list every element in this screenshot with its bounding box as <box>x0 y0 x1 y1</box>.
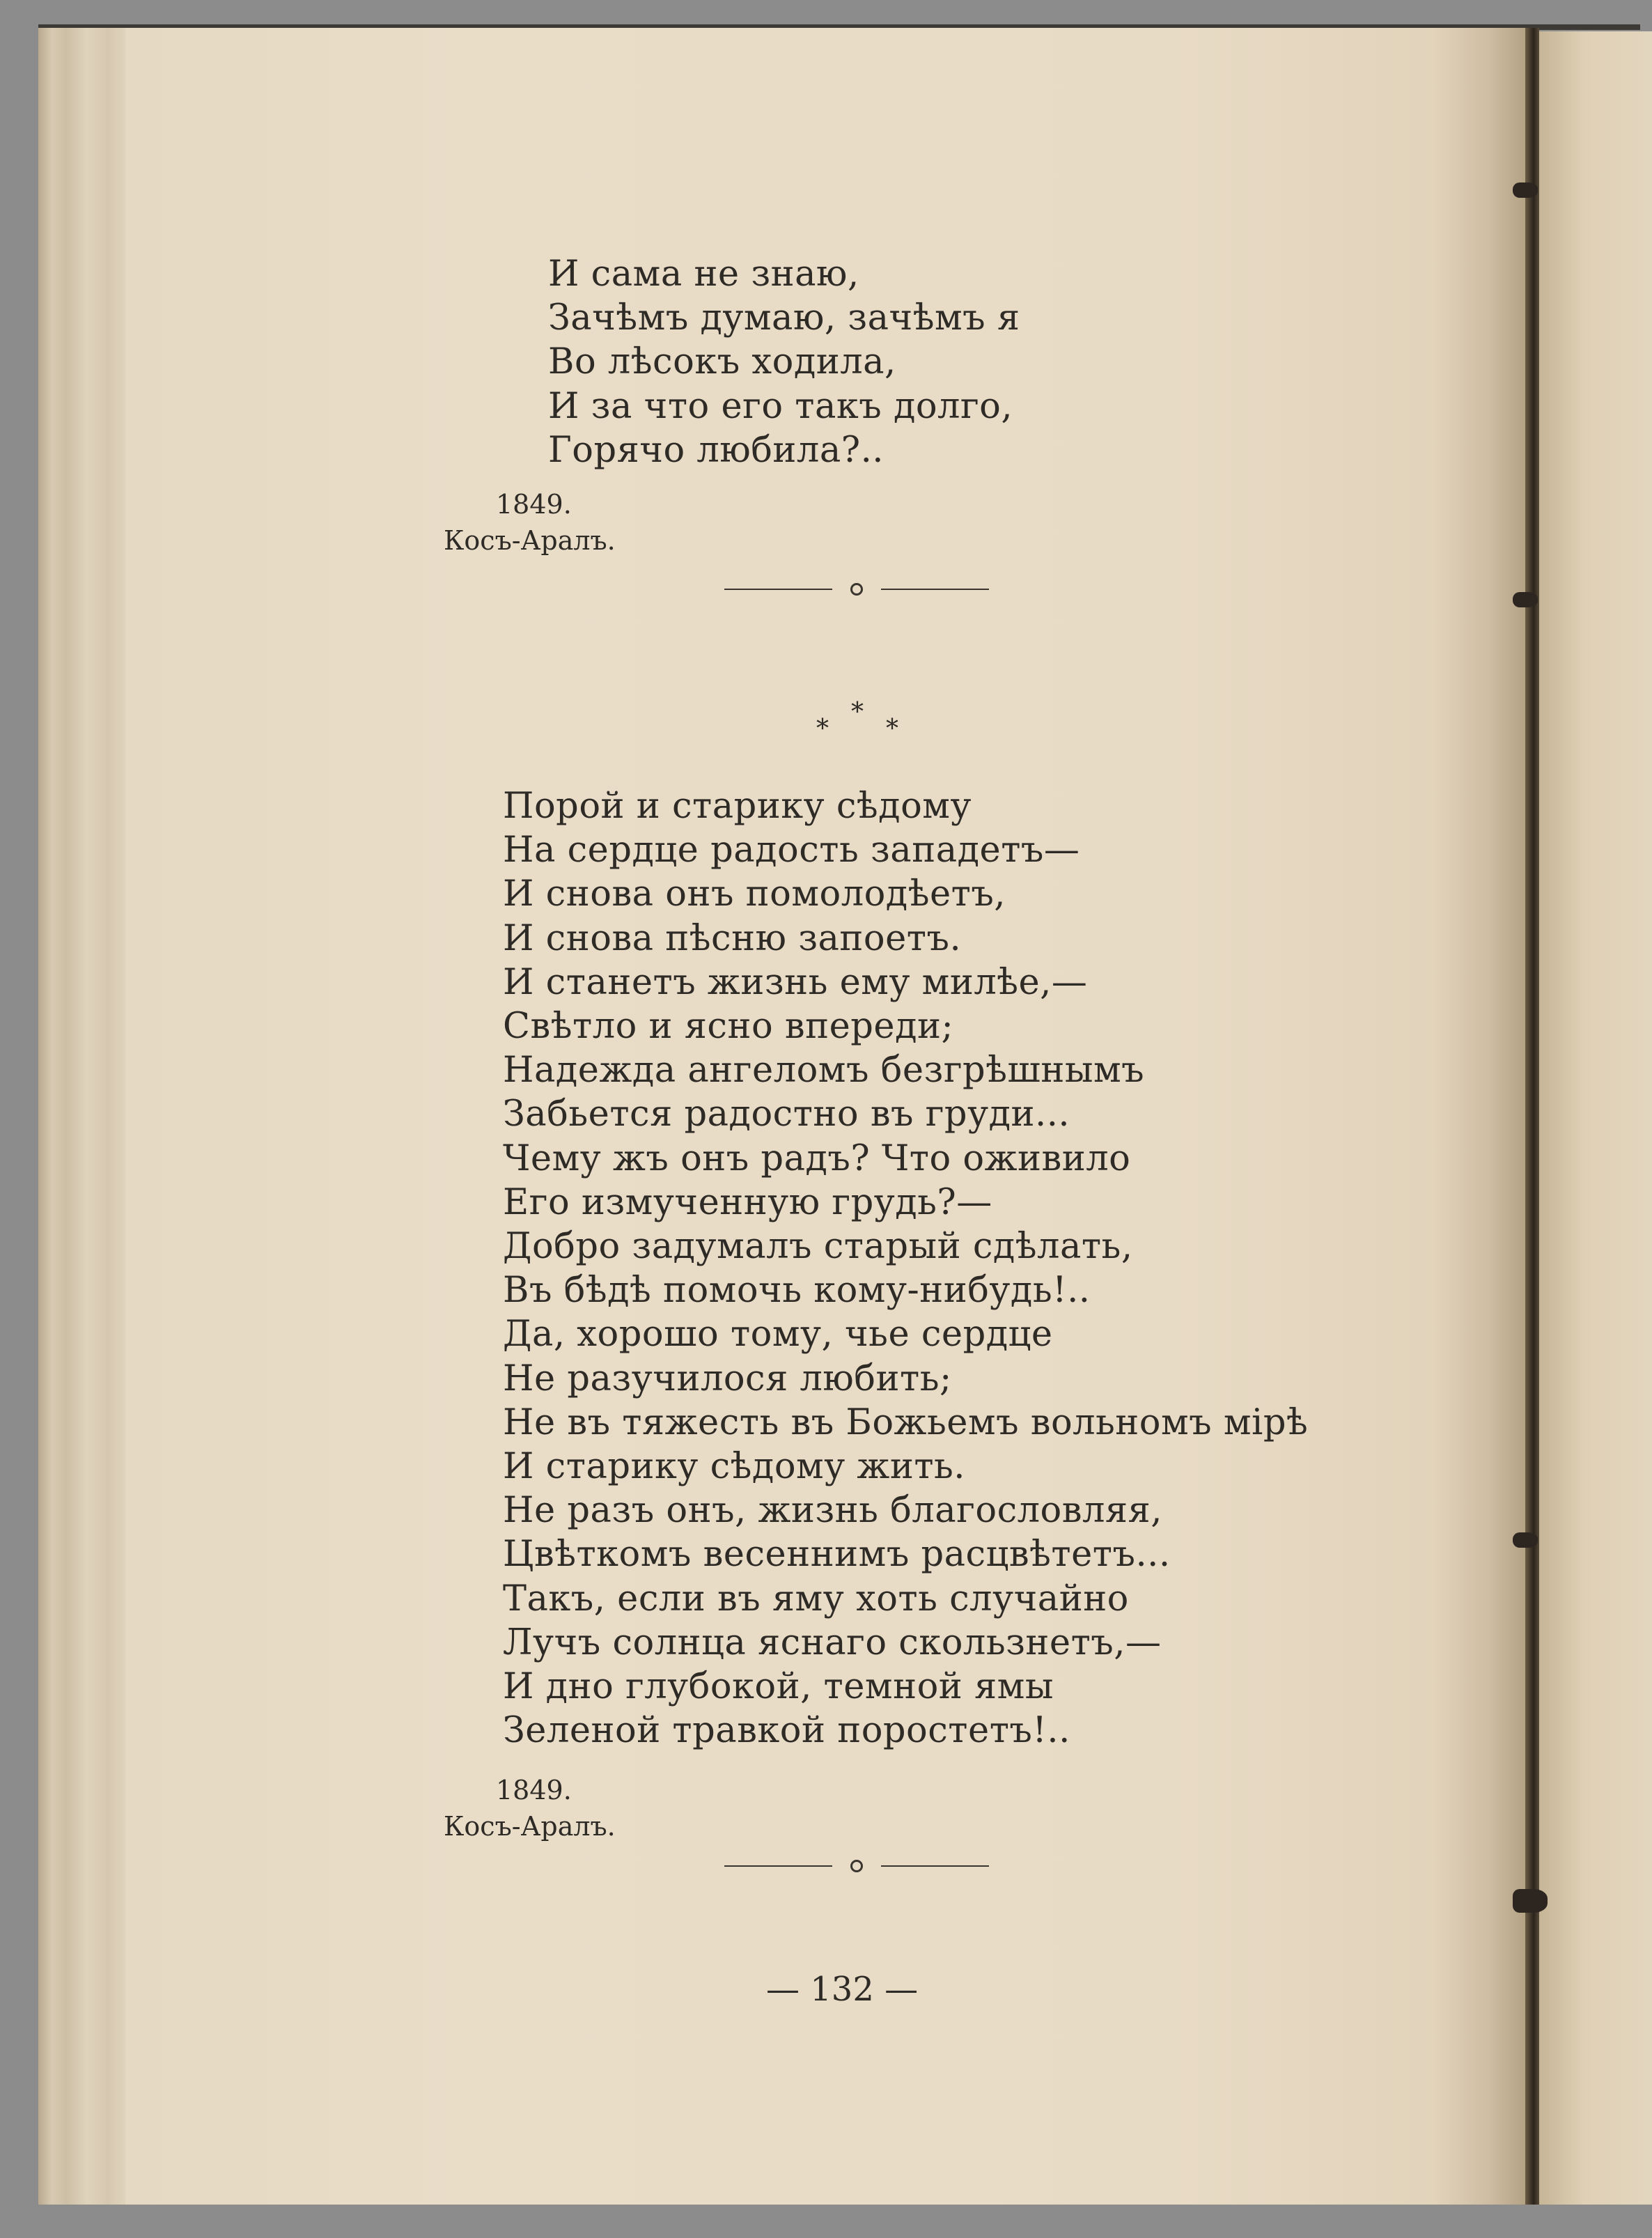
poem-two-year: 1849. <box>496 1775 572 1805</box>
verse-line: Не разучилося любить; <box>503 1358 952 1399</box>
asterisk: * <box>816 715 829 743</box>
divider-rule <box>724 589 832 590</box>
asterism <box>815 698 898 747</box>
binding-thread <box>1513 1889 1548 1913</box>
poem-two-place: Косъ-Аралъ. <box>444 1811 616 1842</box>
verse-line: Надежда ангеломъ безгрѣшнымъ <box>503 1050 1145 1091</box>
section-divider <box>724 581 989 598</box>
divider-ring <box>850 1860 863 1872</box>
divider-rule <box>724 1865 832 1867</box>
page-number: — 132 — <box>766 1970 919 2009</box>
verse-line: Забьется радостно въ груди... <box>503 1094 1070 1135</box>
poem-one-verse <box>548 252 1020 472</box>
verse-line: И сама не знаю, <box>548 254 859 295</box>
poem-two-verse <box>503 784 1308 1753</box>
facing-page-edge <box>1539 31 1652 2205</box>
asterisk: * <box>851 698 864 726</box>
page-stack-edge <box>38 28 136 2205</box>
verse-line: Въ бѣдѣ помочь кому-нибудь!.. <box>503 1270 1091 1312</box>
divider-ring <box>850 583 863 596</box>
binding-thread <box>1513 1532 1538 1548</box>
verse-line: И снова онъ помолодѣетъ, <box>503 873 1006 915</box>
verse-line: Порой и старику сѣдому <box>503 786 972 827</box>
verse-line: На сердце радость западетъ— <box>503 830 1080 871</box>
verse-line: Свѣтло и ясно впереди; <box>503 1006 954 1048</box>
verse-line: И старику сѣдому жить. <box>503 1446 966 1488</box>
verse-line: Его измученную грудь?— <box>503 1181 992 1223</box>
verse-line: Не въ тяжесть въ Божьемъ вольномъ мірѣ <box>503 1401 1309 1443</box>
verse-line: Цвѣткомъ весеннимъ расцвѣтетъ... <box>503 1534 1171 1576</box>
verse-line: Не разъ онъ, жизнь благословляя, <box>503 1490 1162 1532</box>
verse-line: И станетъ жизнь ему милѣе,— <box>503 961 1088 1003</box>
verse-line: Горячо любила?.. <box>548 429 884 471</box>
verse-line: Лучъ солнца яснаго скользнетъ,— <box>503 1622 1162 1663</box>
verse-line: И снова пѣсню запоетъ. <box>503 917 962 959</box>
verse-line: И за что его такъ долго, <box>548 385 1013 427</box>
poem-one-place: Косъ-Аралъ. <box>444 525 616 556</box>
section-divider <box>724 1858 989 1874</box>
verse-line: Зачѣмъ думаю, зачѣмъ я <box>548 297 1020 339</box>
verse-line: Добро задумалъ старый сдѣлать, <box>503 1226 1133 1268</box>
divider-rule <box>881 589 989 590</box>
verse-line: И дно глубокой, темной ямы <box>503 1666 1054 1708</box>
divider-rule <box>881 1865 989 1867</box>
verse-line: Во лѣсокъ ходила, <box>548 341 896 383</box>
verse-line: Зеленой травкой поростетъ!.. <box>503 1710 1070 1752</box>
binding-thread <box>1513 182 1538 198</box>
asterisk: * <box>886 715 898 743</box>
binding-thread <box>1513 592 1538 607</box>
verse-line: Такъ, если въ яму хоть случайно <box>503 1578 1129 1619</box>
poem-one-year: 1849. <box>496 489 572 520</box>
verse-line: Чему жъ онъ радъ? Что оживило <box>503 1137 1131 1179</box>
verse-line: Да, хорошо тому, чье сердце <box>503 1314 1053 1355</box>
book-gutter <box>1525 28 1539 2205</box>
